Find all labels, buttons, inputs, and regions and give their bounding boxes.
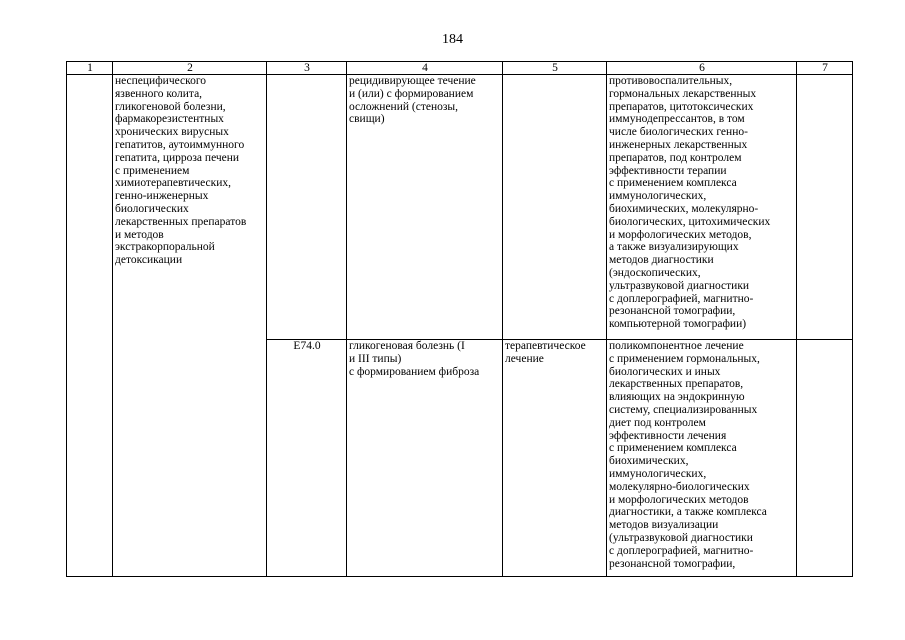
column-header-2: 2 — [113, 62, 267, 75]
cell-col3-code: E74.0 — [267, 340, 347, 577]
cell-col7 — [797, 340, 853, 577]
table-row — [67, 75, 853, 340]
cell-col3-code — [267, 75, 347, 340]
column-header-1: 1 — [67, 62, 113, 75]
cell-col1 — [67, 75, 113, 577]
column-header-6: 6 — [607, 62, 797, 75]
column-header-3: 3 — [267, 62, 347, 75]
cell-col5-treatment-type — [503, 75, 607, 340]
cell-col7 — [797, 75, 853, 340]
cell-col4-diagnosis: рецидивирующее течение и (или) с формированием осложнений (стенозы, свищи) — [347, 75, 503, 340]
cell-col2-treatment-scope: неспецифического язвенного колита, гликогеновой болезни, фармакорезистентных хронических вирусных гепатитов, аутоиммунного гепатита, цирроза печени с применением химиотерапевтических, генно-инженерных биологических лекарственных препаратов и методов экстракорпоральной детоксикации — [113, 75, 267, 577]
column-number-row — [67, 62, 853, 75]
column-header-5: 5 — [503, 62, 607, 75]
cell-col5-treatment-type: терапевтическое лечение — [503, 340, 607, 577]
cell-col4-diagnosis: гликогеновая болезнь (I и III типы) с формированием фиброза — [347, 340, 503, 577]
medical-care-table — [66, 61, 853, 577]
page-number: 184 — [442, 32, 463, 47]
column-header-7: 7 — [797, 62, 853, 75]
cell-col6-method: противовоспалительных, гормональных лекарственных препаратов, цитотоксических иммунодепрессантов, в том числе биологических генно- инженерных лекарственных препаратов, под контролем эффективности терапии с применением комплекса иммунологических, биохимических, молекулярно- биологических, цитохимических и морфологических методов, а также визуализирующих методов диагностики (эндоскопических, ультразвуковой диагностики с доплерографией, магнитно- резонансной томографии, компьютерной томографии) — [607, 75, 797, 340]
column-header-4: 4 — [347, 62, 503, 75]
cell-col6-method: поликомпонентное лечение с применением гормональных, биологических и иных лекарственных препаратов, влияющих на эндокринную систему, специализированных диет под контролем эффективности лечения с применением комплекса биохимических, иммунологических, молекулярно-биологических и морфологических методов диагностики, а также комплекса методов визуализации (ультразвуковой диагностики с доплерографией, магнитно- резонансной томографии, — [607, 340, 797, 577]
